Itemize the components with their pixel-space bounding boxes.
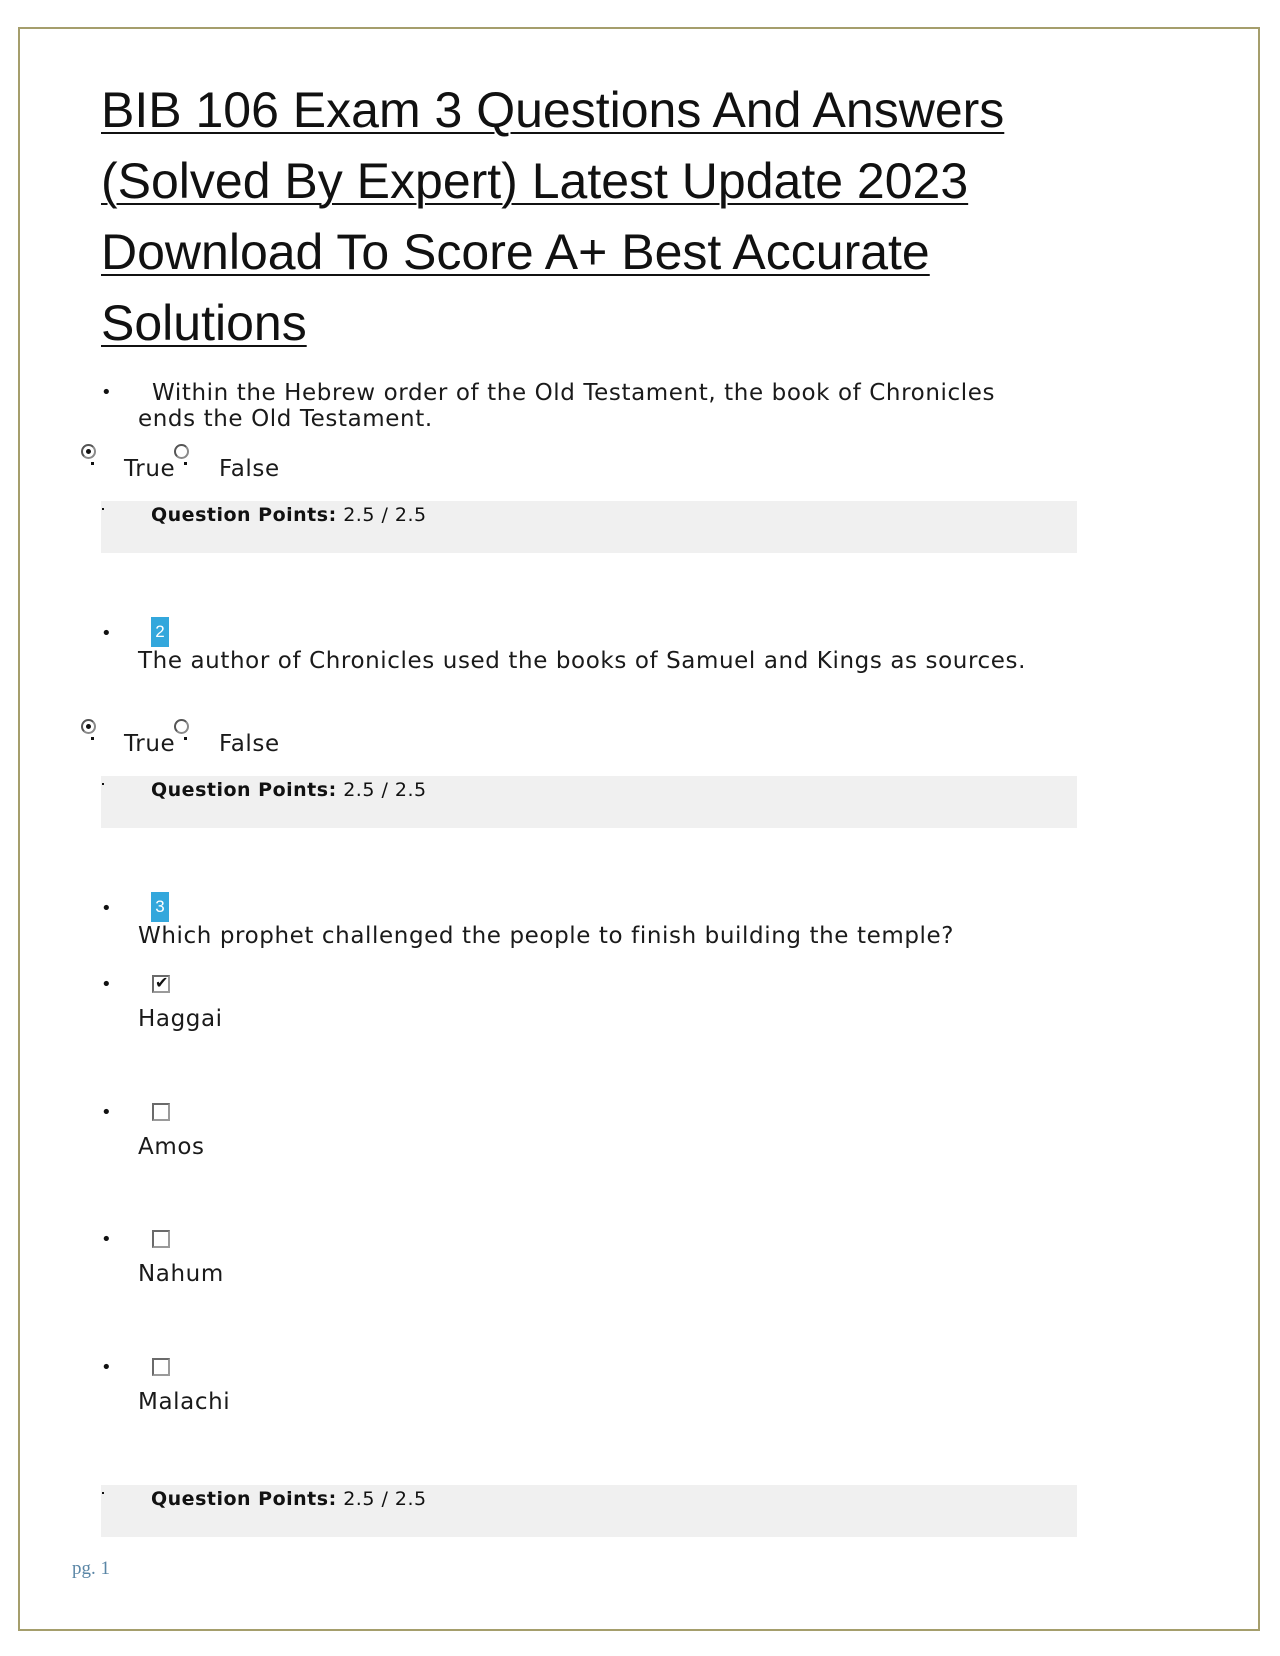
radio-dot [184,737,187,740]
points-label: Question Points: [151,504,337,526]
question-number-badge: 2 [151,617,169,647]
radio-dot [91,462,94,465]
bullet [102,508,104,510]
bullet [102,1492,104,1494]
bullet [102,783,104,785]
page-title: BIB 106 Exam 3 Questions And Answers (Solved By Expert) Latest Update 2023 Download To Score A+ Best Accurate Solutions [101,82,1005,351]
option-true-label: True [124,456,176,482]
points-value: 2.5 / 2.5 [343,779,427,801]
bullet: • [101,382,112,403]
checkbox-nahum[interactable] [152,1230,170,1248]
question-3-text: Which prophet challenged the people to finish building the temple? [138,923,955,949]
bullet: • [101,898,112,919]
question-number-badge: 3 [151,892,169,922]
question-points [151,503,427,527]
bullet: • [101,623,112,644]
bullet: • [101,1102,112,1123]
radio-dot [184,462,187,465]
option-false-label: False [219,731,280,757]
radio-false-q2[interactable] [174,719,189,734]
radio-false-q1[interactable] [174,444,189,459]
points-label: Question Points: [151,779,337,801]
option-amos-label: Amos [138,1134,205,1160]
option-haggai-label: Haggai [138,1006,223,1032]
radio-true-q2[interactable] [81,719,96,734]
option-true-label: True [124,731,176,757]
bullet: • [101,1357,112,1378]
checkbox-haggai[interactable] [152,975,170,993]
radio-dot [91,737,94,740]
bullet: • [101,1229,112,1250]
points-label: Question Points: [151,1488,337,1510]
checkbox-malachi[interactable] [152,1358,170,1376]
option-false-label: False [219,456,280,482]
question-2-text: The author of Chronicles used the books of Samuel and Kings as sources. [138,648,1027,674]
option-malachi-label: Malachi [138,1389,231,1415]
points-value: 2.5 / 2.5 [343,1488,427,1510]
checkbox-amos[interactable] [152,1103,170,1121]
question-points [151,1487,427,1511]
question-1-text: Within the Hebrew order of the Old Testament, the book of Chronicles ends the Old Testament. [138,380,996,432]
page-number: pg. 1 [72,1558,110,1579]
points-value: 2.5 / 2.5 [343,504,427,526]
radio-true-q1[interactable] [81,444,96,459]
option-nahum-label: Nahum [138,1261,224,1287]
bullet: • [101,974,112,995]
question-points [151,778,427,802]
